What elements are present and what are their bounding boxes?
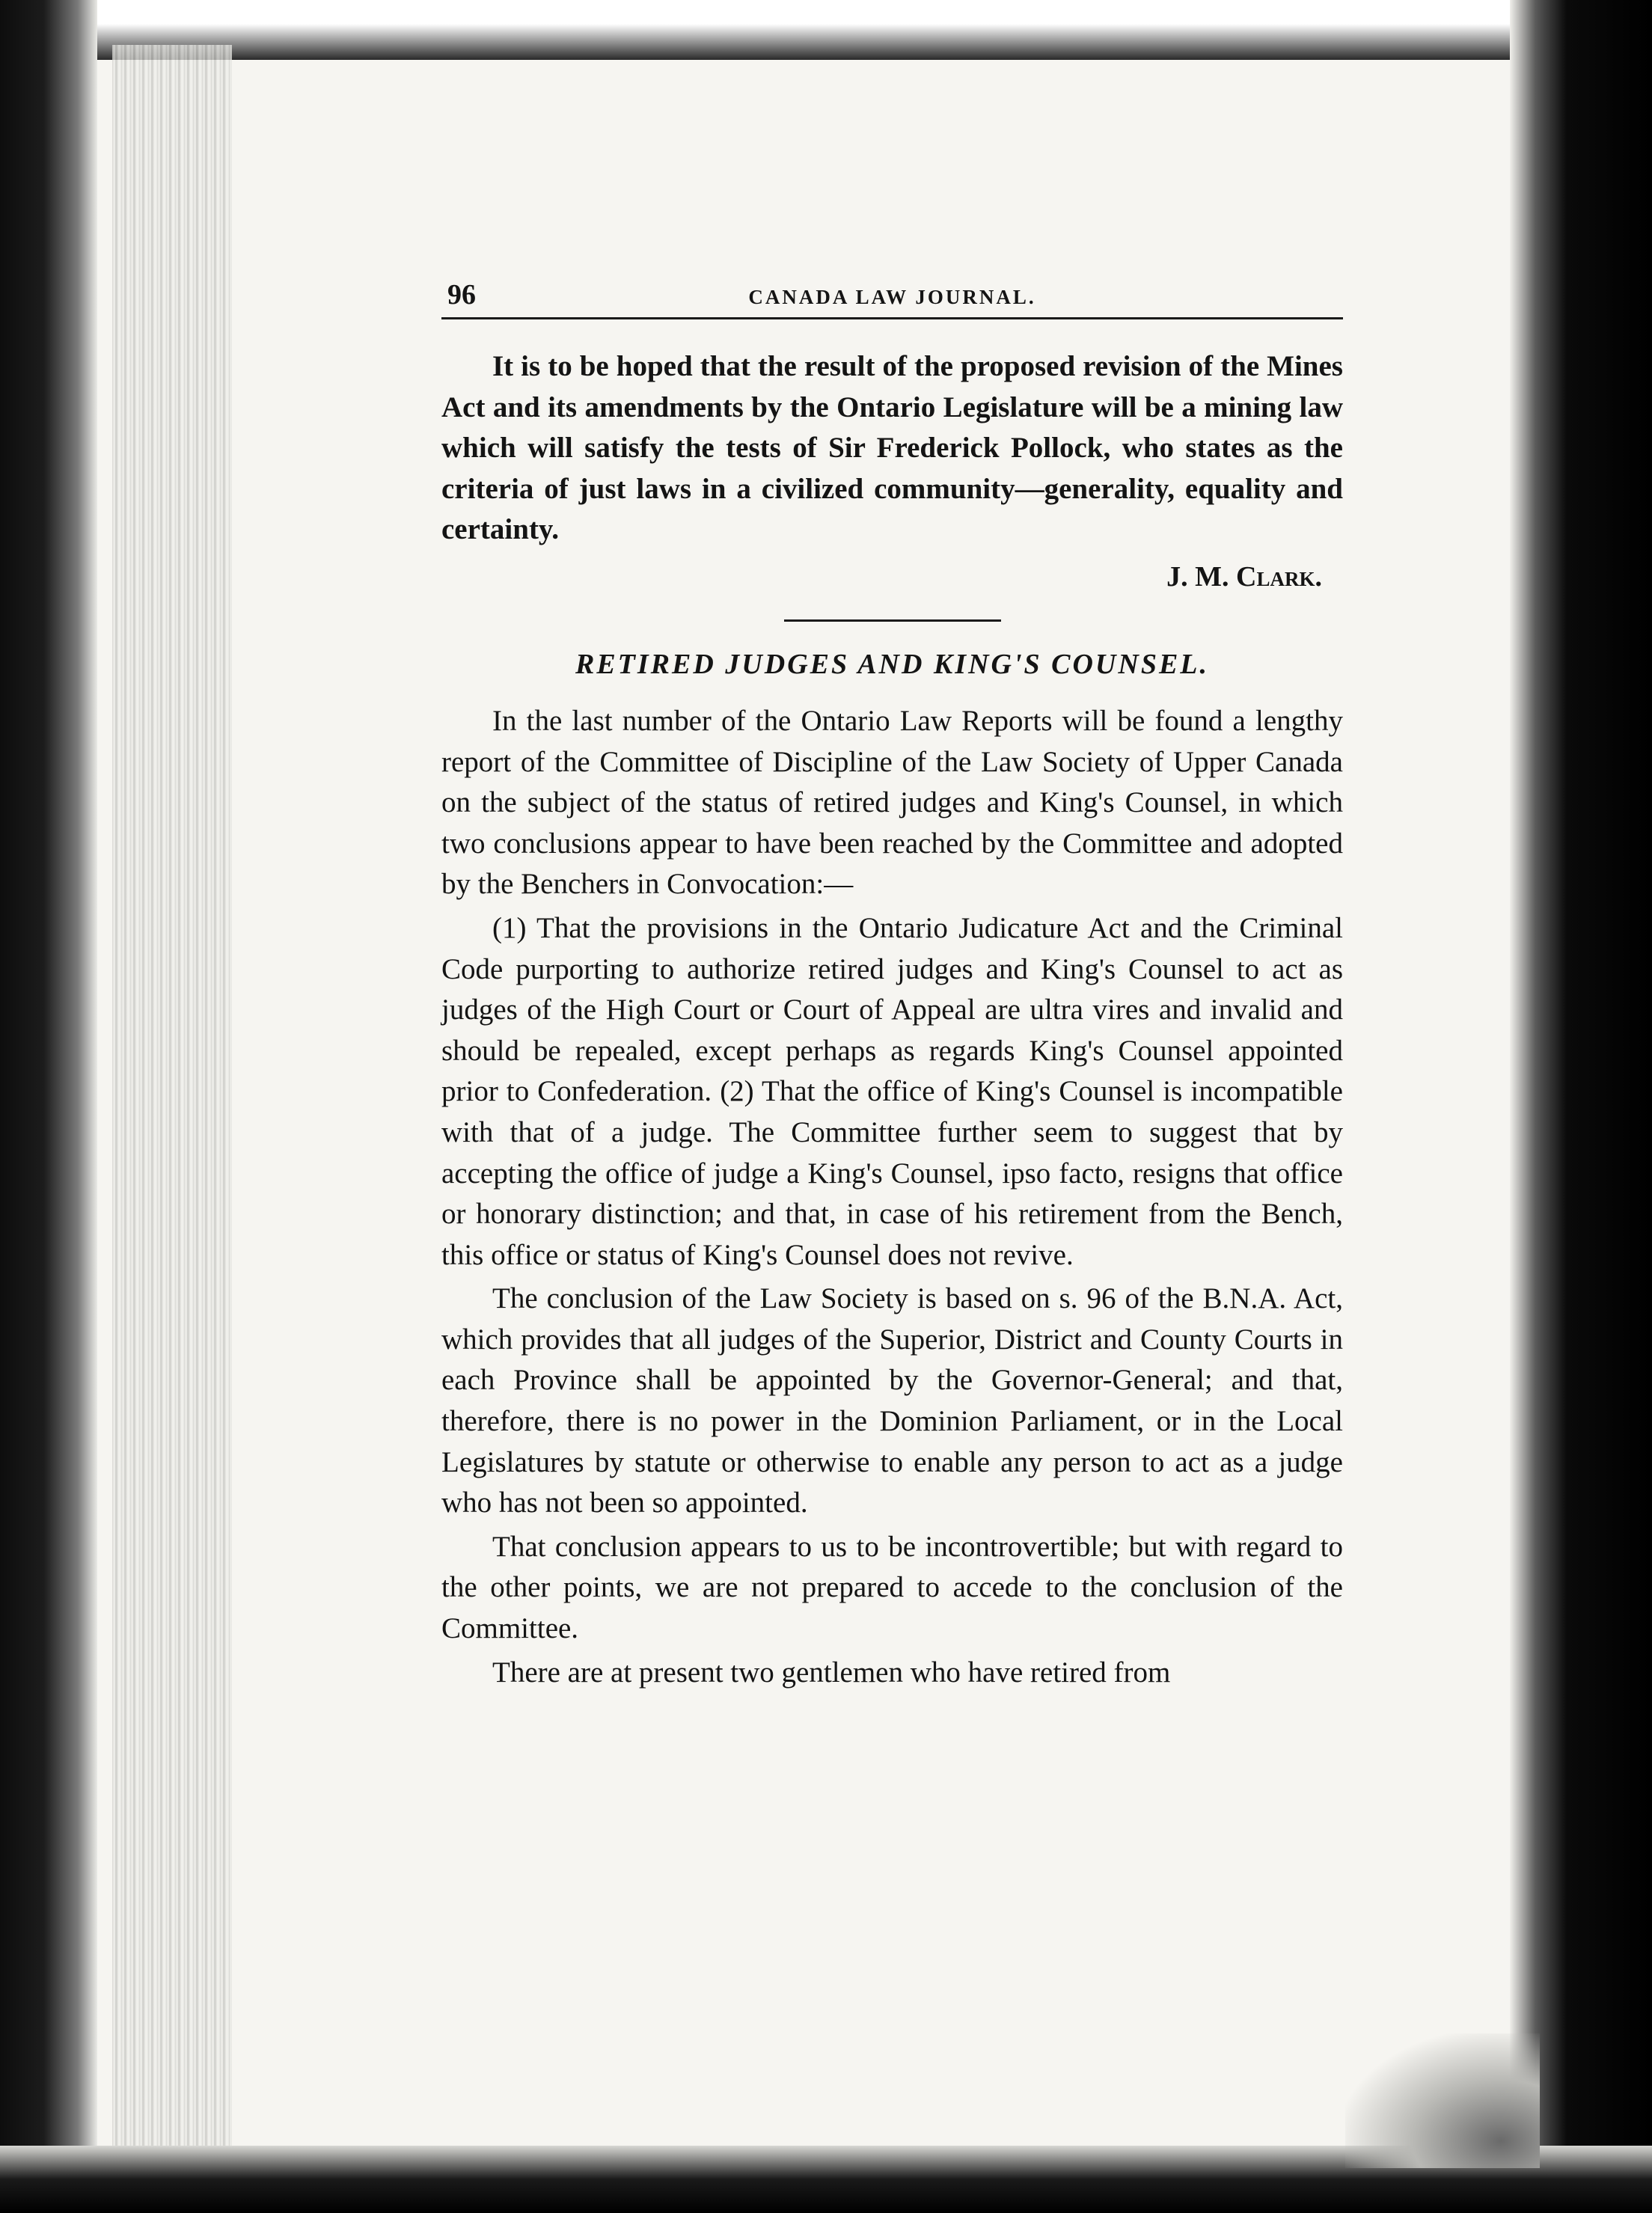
- body-paragraph: There are at present two gentlemen who have retired from: [492, 1656, 1171, 1689]
- author-signature: [441, 557, 1343, 597]
- book-spine-shadow: [0, 0, 97, 2213]
- page-stack-edge: [112, 45, 232, 2162]
- closing-paragraph: It is to be hoped that the result of the proposed revision of the Mines Act and its amendments by the Ontario Legislature will be a mining law which will satisfy the tests of Sir Frederick Pollock, who states as the criteria of just laws in a civilized community—generality, equality and certainty.: [441, 350, 1343, 546]
- section-divider: [784, 619, 1001, 622]
- page-corner-wear: [1345, 2033, 1540, 2168]
- scan-right-edge: [1510, 0, 1652, 2213]
- section-title: RETIRED JUDGES AND KING'S COUNSEL.: [575, 648, 1210, 680]
- signature-surname: Clark.: [1236, 560, 1322, 593]
- body-paragraph: (1) That the provisions in the Ontario Judicature Act and the Criminal Code purporting to authorize retired judges and King's Counsel to act as judges of the High Court or Court of Appeal are ultra vires and invalid and should be repealed, except perhaps as regards King's Counsel appointed prior to Confederation. (2) That the office of King's Counsel is incompatible with that of a judge. The Committee further seem to suggest that by accepting the office of judge a King's Counsel, ipso facto, resigns that office or honorary distinction; and that, in case of his retirement from the Bench, this office or status of King's Counsel does not revive.: [441, 911, 1343, 1271]
- scan-top-edge: [0, 0, 1652, 60]
- body-paragraph: That conclusion appears to us to be incontrovertible; but with regard to the other points, we are not prepared to accede to the conclusion of the Committee.: [441, 1530, 1343, 1645]
- running-head: [441, 278, 1343, 323]
- text-block: [441, 278, 1343, 1695]
- body-paragraph: In the last number of the Ontario Law Reports will be found a lengthy report of the Committee of Discipline of the Law Society of Upper Canada on the subject of the status of retired judges and King's Counsel, in which two conclusions appear to have been reached by the Committee and adopted by the Benchers in Convocation:—: [441, 704, 1343, 901]
- signature-initials: J. M.: [1166, 560, 1229, 593]
- page-number: 96: [447, 279, 476, 310]
- body-paragraph: The conclusion of the Law Society is based on s. 96 of the B.N.A. Act, which provides that all judges of the Superior, District and County Courts in each Province shall be appointed by the Governor-General; and that, therefore, there is no power in the Dominion Parliament, or in the Local Legislatures by statute or otherwise to enable any person to act as a judge who has not been so appointed.: [441, 1282, 1343, 1519]
- journal-title: CANADA LAW JOURNAL.: [748, 286, 1036, 308]
